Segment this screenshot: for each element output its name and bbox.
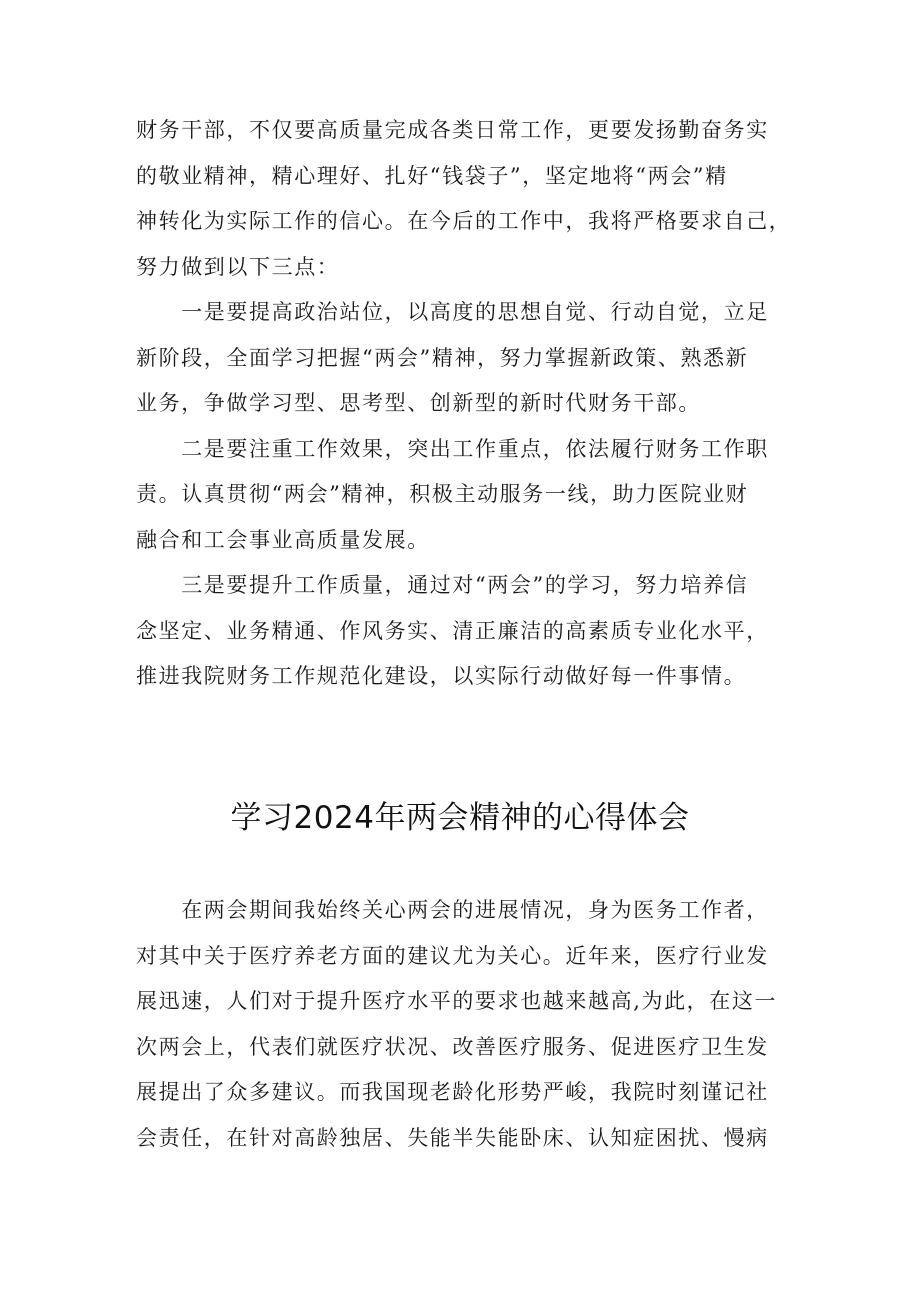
second-section bbox=[136, 888, 796, 1161]
text-line: 在两会期间我始终关心两会的进展情况，身为医务工作者， bbox=[136, 898, 769, 922]
text-line: 业务，争做学习型、思考型、创新型的新时代财务干部。 bbox=[136, 391, 701, 415]
text-line: 念坚定、业务精通、作风务实、清正廉洁的高素质专业化水平， bbox=[136, 618, 769, 643]
text-line: 展迅速，人们对于提升医疗水平的要求也越来越高,为此，在这一 bbox=[136, 989, 778, 1013]
text-line: 对其中关于医疗养老方面的建议尤为关心。近年来，医疗行业发 bbox=[136, 943, 769, 968]
text-line: 神转化为实际工作的信心。在今后的工作中，我将严格要求自己， bbox=[136, 209, 792, 233]
text-line: 责。认真贯彻“两会”精神，积极主动服务一线，助力医院业财 bbox=[136, 482, 749, 506]
text-line: 的敬业精神，精心理好、扎好“钱袋子”，坚定地将“两会”精 bbox=[136, 163, 728, 188]
document-title: 学习2024年两会精神的心得体会 bbox=[230, 800, 690, 836]
text-line: 一是要提高政治站位，以高度的思想自觉、行动自觉，立足 bbox=[136, 300, 769, 324]
first-section bbox=[136, 108, 796, 700]
text-line: 二是要注重工作效果，突出工作重点，依法履行财务工作职 bbox=[136, 436, 769, 461]
text-line: 三是要提升工作质量，通过对“两会”的学习，努力培养信 bbox=[136, 573, 749, 597]
text-line: 会责任，在针对高龄独居、失能半失能卧床、认知症困扰、慢病 bbox=[136, 1125, 769, 1150]
text-line: 展提出了众多建议。而我国现老龄化形势严峻，我院时刻谨记社 bbox=[136, 1080, 769, 1104]
text-line: 新阶段，全面学习把握“两会”精神，努力掌握新政策、熟悉新 bbox=[136, 345, 749, 370]
text-line: 次两会上，代表们就医疗状况、改善医疗服务、促进医疗卫生发 bbox=[136, 1034, 769, 1059]
text-line: 融合和工会事业高质量发展。 bbox=[136, 527, 430, 552]
text-line: 财务干部，不仅要高质量完成各类日常工作，更要发扬勤奋务实 bbox=[136, 118, 769, 142]
text-line: 努力做到以下三点： bbox=[136, 254, 340, 279]
text-line: 推进我院财务工作规范化建设，以实际行动做好每一件事情。 bbox=[136, 664, 747, 688]
